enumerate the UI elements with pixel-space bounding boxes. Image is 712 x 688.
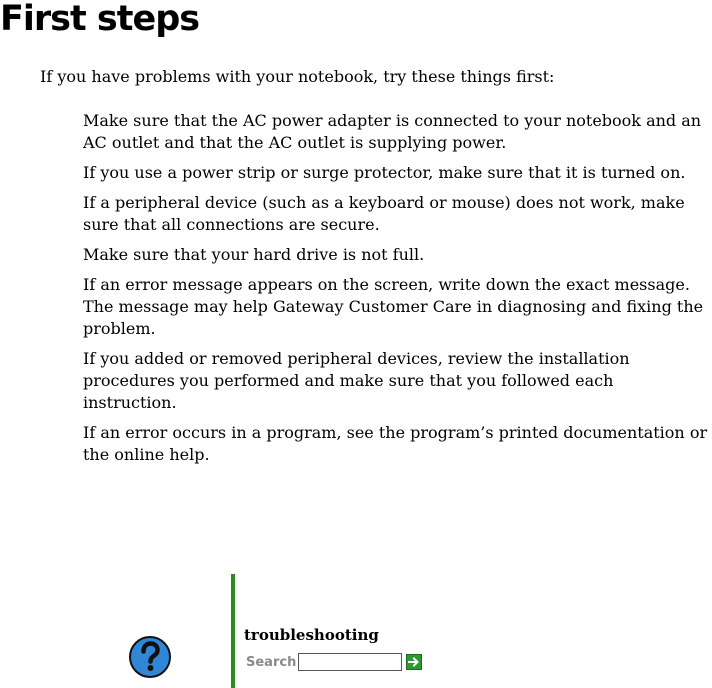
tip-peripheral-connections: If a peripheral device (such as a keyboard or mouse) does not work, make sure that all connections are secure. xyxy=(83,193,685,234)
page-title: First steps xyxy=(0,0,200,39)
tip-program-error: If an error occurs in a program, see the program’s printed documentation or the online help. xyxy=(83,423,708,464)
question-mark-icon xyxy=(128,635,172,679)
tip-error-message: If an error message appears on the screen, write down the exact message. The message may help Gateway Customer Care in diagnosing and fixing the problem. xyxy=(83,275,704,338)
intro-text: If you have problems with your notebook, try these things first: xyxy=(40,67,555,86)
tip-ac-power: Make sure that the AC power adapter is connected to your notebook and an AC outlet and that the AC outlet is supplying power. xyxy=(83,111,702,152)
help-keyword: troubleshooting xyxy=(244,626,379,644)
arrow-right-icon[interactable] xyxy=(406,654,422,670)
tips-list xyxy=(83,110,711,474)
search-label: Search xyxy=(246,655,297,670)
tip-added-devices: If you added or removed peripheral devices, review the installation procedures you performed and make sure that you followed each instruction. xyxy=(83,349,630,412)
search-input[interactable] xyxy=(298,653,402,671)
tip-hard-drive: Make sure that your hard drive is not full. xyxy=(83,245,425,264)
tip-power-strip: If you use a power strip or surge protector, make sure that it is turned on. xyxy=(83,163,686,182)
help-divider-bar xyxy=(231,574,235,688)
